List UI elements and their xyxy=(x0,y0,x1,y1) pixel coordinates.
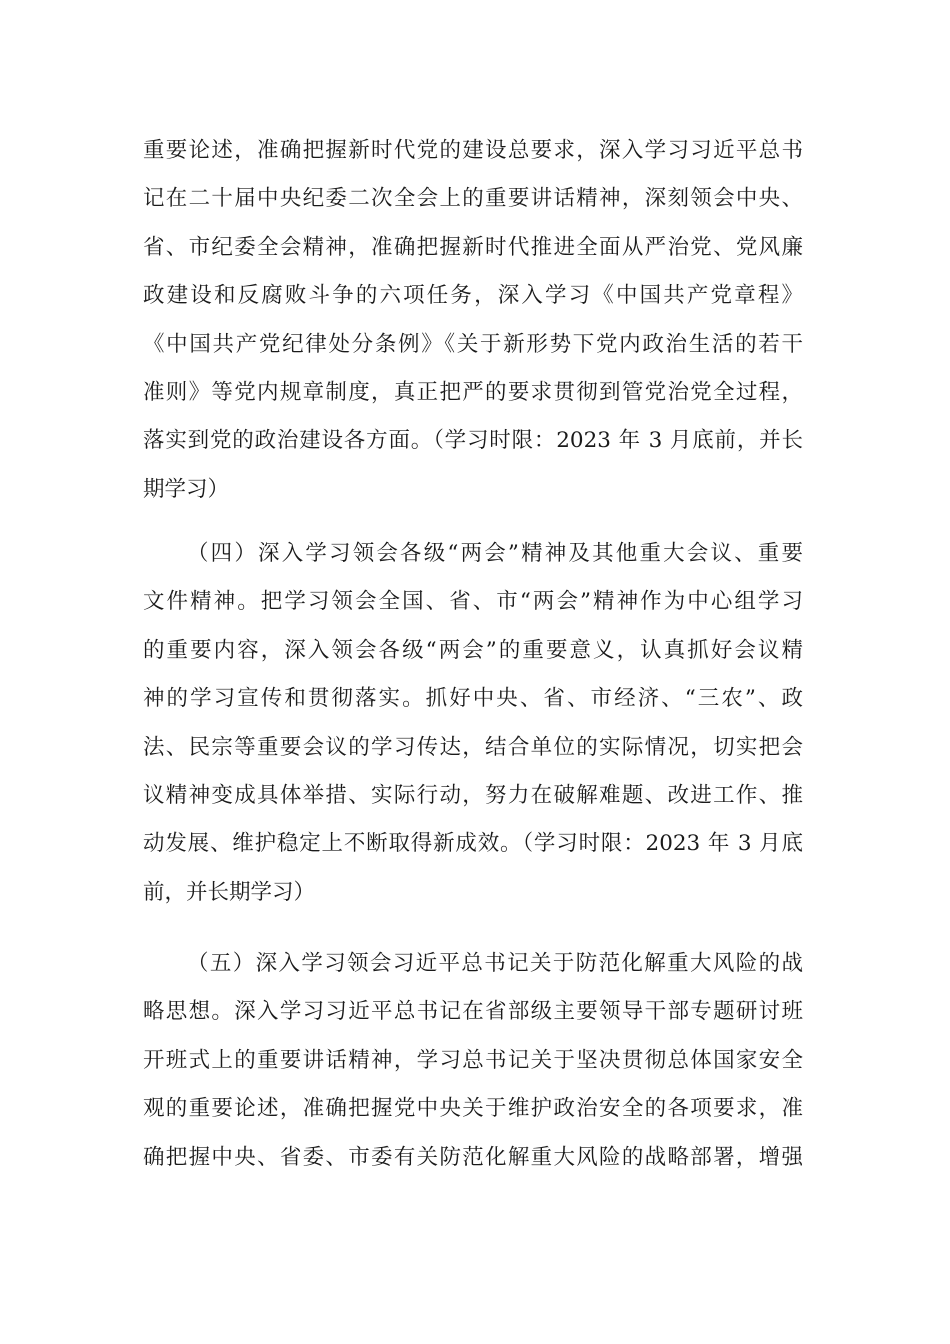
paragraph-two-sessions-study xyxy=(143,530,803,917)
paragraph-heading-line: （四）深入学习领会各级“两会”精神及其他重大会议、重要 xyxy=(187,541,803,566)
paragraph-line: 落实到党的政治建设各方面。（学习时限：2023 年 3 月底前，并长 xyxy=(143,428,803,454)
paragraph-line: 记在二十届中央纪委二次全会上的重要讲话精神，深刻领会中央、 xyxy=(143,186,803,212)
paragraph-risk-prevention-study xyxy=(143,940,803,1182)
paragraph-party-building-study xyxy=(143,127,803,514)
paragraph-line: 议精神变成具体举措、实际行动，努力在破解难题、改进工作、推 xyxy=(143,782,803,808)
paragraph-line: 准则》等党内规章制度，真正把严的要求贯彻到管党治党全过程， xyxy=(143,379,803,405)
paragraph-line: 法、民宗等重要会议的学习传达，结合单位的实际情况，切实把会 xyxy=(143,734,803,760)
paragraph-line: 文件精神。把学习领会全国、省、市“两会”精神作为中心组学习 xyxy=(143,589,803,615)
paragraph-line: 略思想。深入学习习近平总书记在省部级主要领导干部专题研讨班 xyxy=(143,999,803,1025)
paragraph-line: 观的重要论述，准确把握党中央关于维护政治安全的各项要求，准 xyxy=(143,1096,803,1122)
paragraph-line: 动发展、维护稳定上不断取得新成效。（学习时限：2023 年 3 月底 xyxy=(143,831,803,857)
paragraph-heading-line: （五）深入学习领会习近平总书记关于防范化解重大风险的战 xyxy=(187,951,803,976)
paragraph-line: 的重要内容，深入领会各级“两会”的重要意义，认真抓好会议精 xyxy=(143,637,803,663)
paragraph-line: 重要论述，准确把握新时代党的建设总要求，深入学习习近平总书 xyxy=(143,138,803,163)
paragraph-line: 《中国共产党纪律处分条例》《关于新形势下党内政治生活的若干 xyxy=(143,331,803,357)
paragraph-line: 前，并长期学习） xyxy=(143,879,316,905)
paragraph-line: 确把握中央、省委、市委有关防范化解重大风险的战略部署，增强 xyxy=(143,1144,803,1170)
paragraph-line: 政建设和反腐败斗争的六项任务，深入学习《中国共产党章程》 xyxy=(143,283,803,309)
paragraph-line: 开班式上的重要讲话精神，学习总书记关于坚决贯彻总体国家安全 xyxy=(143,1047,803,1073)
paragraph-line: 省、市纪委全会精神，准确把握新时代推进全面从严治党、党风廉 xyxy=(143,234,803,260)
paragraph-line: 期学习） xyxy=(143,476,230,502)
paragraph-line: 神的学习宣传和贯彻落实。抓好中央、省、市经济、“三农”、政 xyxy=(143,686,803,712)
